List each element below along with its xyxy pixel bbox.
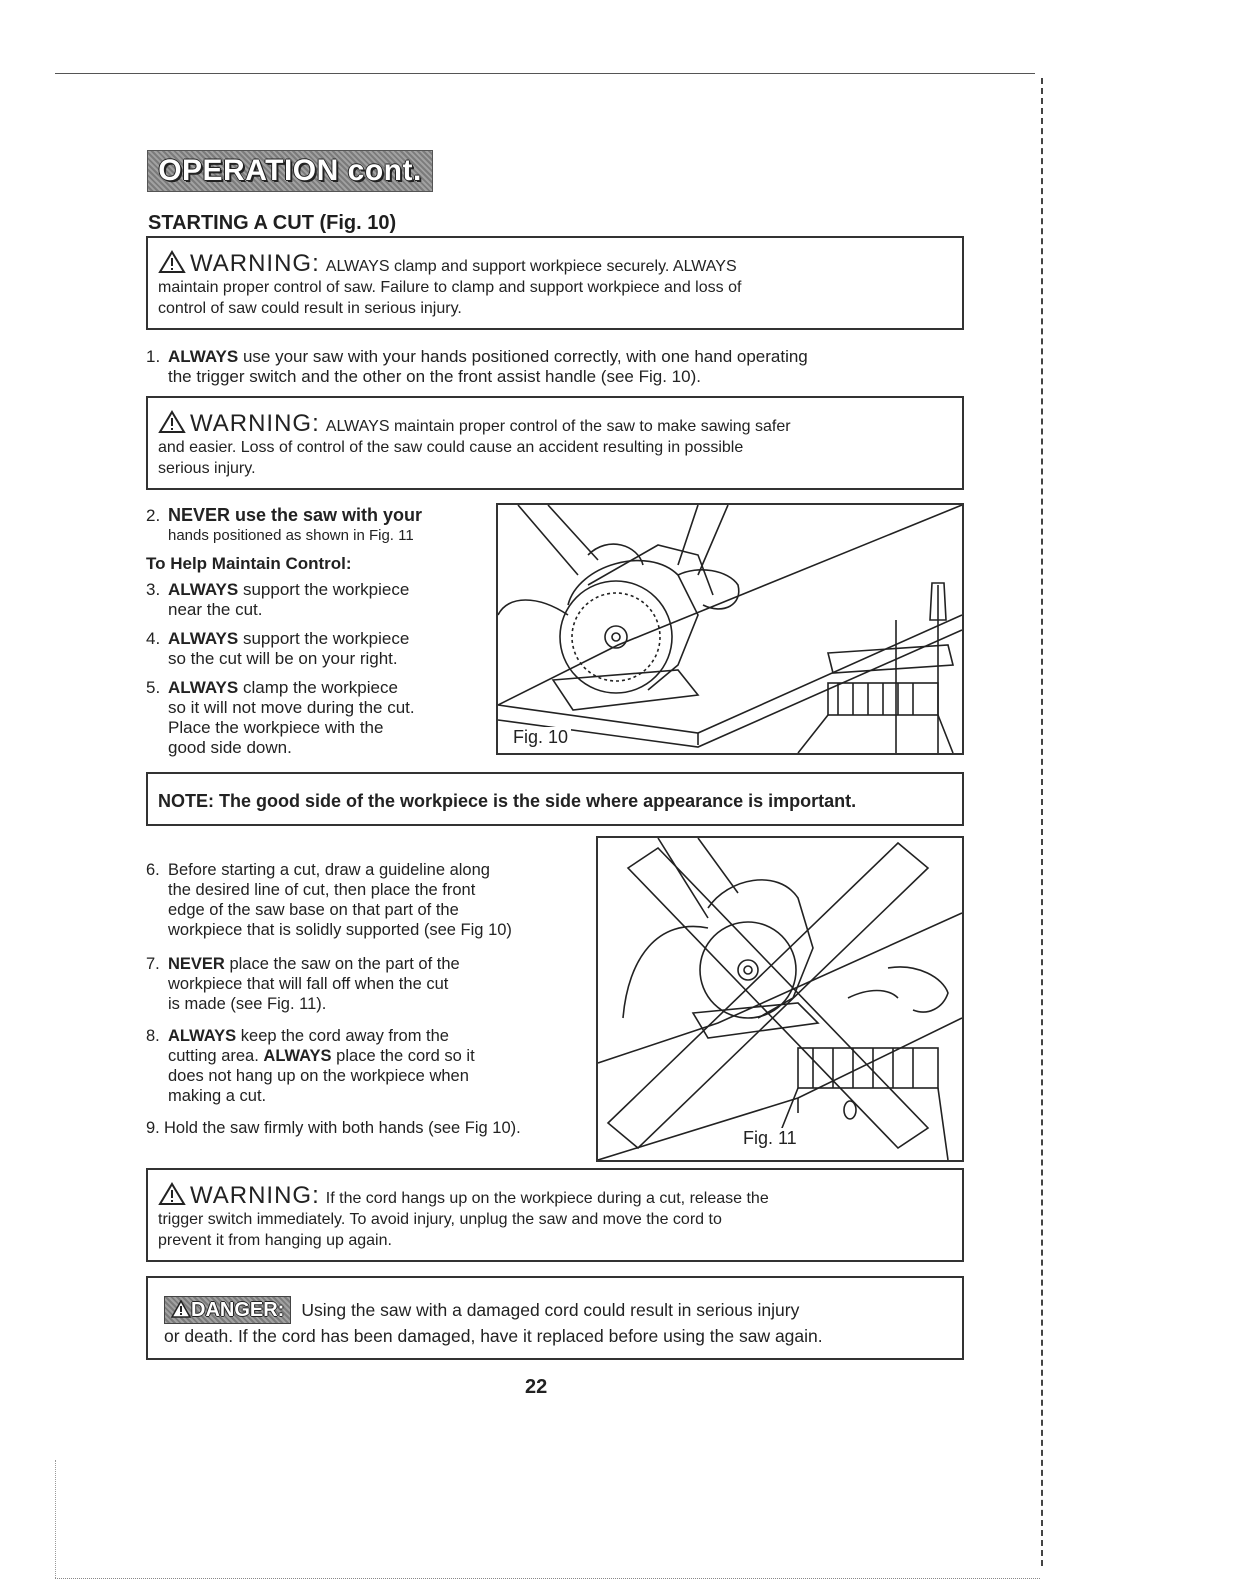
item-text: hands positioned as shown in Fig. 11	[168, 527, 414, 544]
item-text: place the cord so it	[336, 1047, 475, 1065]
page-frame-right	[1041, 78, 1043, 1566]
item-number: 4.	[146, 629, 161, 648]
page-number: 22	[525, 1376, 548, 1398]
section-banner-label: OPERATION cont.	[158, 154, 422, 187]
warning-text-line: maintain proper control of saw. Failure to clamp and support workpiece and loss of	[158, 279, 742, 296]
warning-label: WARNING:	[190, 410, 320, 437]
item-text: does not hang up on the workpiece when	[168, 1067, 469, 1085]
item-number: 9.	[146, 1119, 160, 1137]
item-text: support the workpiece	[242, 629, 410, 648]
emphasis: ALWAYS	[168, 580, 239, 599]
item-number: 6.	[146, 861, 160, 879]
section-heading: STARTING A CUT (Fig. 10)	[148, 212, 397, 234]
item-text: clamp the workpiece	[242, 678, 398, 697]
subheading-help-control: To Help Maintain Control:	[146, 554, 352, 573]
list-item-7	[146, 954, 586, 1014]
danger-badge	[164, 1296, 291, 1324]
item-text: keep the cord away from the	[240, 1027, 449, 1045]
warning-box-control	[146, 396, 964, 490]
danger-label: DANGER:	[191, 1299, 285, 1321]
list-item-3	[146, 580, 491, 620]
emphasis: ALWAYS	[168, 678, 239, 697]
emphasis: ALWAYS	[168, 1027, 237, 1045]
list-item-6	[146, 860, 586, 940]
item-text: near the cut.	[168, 600, 263, 619]
list-item-5	[146, 678, 491, 758]
emphasis: NEVER use the saw with your	[168, 505, 423, 525]
item-text: Place the workpiece with the	[168, 718, 384, 737]
item-text: place the saw on the part of the	[229, 955, 460, 973]
item-number: 2.	[146, 506, 161, 525]
circular-saw-illustration	[498, 505, 962, 753]
item-text: so the cut will be on your right.	[168, 649, 398, 668]
item-number: 1.	[146, 347, 161, 366]
item-number: 5.	[146, 678, 161, 697]
figure-11-label: Fig. 11	[740, 1128, 800, 1149]
danger-text-line: or death. If the cord has been damaged, have it replaced before using the saw again.	[164, 1326, 823, 1346]
note-box	[146, 772, 964, 826]
danger-text-line: Using the saw with a damaged cord could result in serious injury	[301, 1300, 800, 1320]
item-text: Hold the saw firmly with both hands (see Fig 10).	[164, 1119, 521, 1137]
warning-text-line: ALWAYS maintain proper control of the saw to make sawing safer	[325, 418, 791, 435]
item-text: use your saw with your hands positioned correctly, with one hand operating	[242, 347, 808, 366]
warning-text-line: control of saw could result in serious injury.	[158, 300, 462, 317]
warning-triangle-icon	[158, 1182, 186, 1206]
figure-11	[596, 836, 964, 1162]
page-frame-bottom	[55, 1578, 1040, 1579]
item-text: workpiece that will fall off when the cut	[168, 975, 449, 993]
warning-box-clamp	[146, 236, 964, 330]
warning-text-line: If the cord hangs up on the workpiece during a cut, release the	[325, 1190, 769, 1207]
list-item-2	[146, 505, 491, 546]
warning-text-line: prevent it from hanging up again.	[158, 1232, 392, 1249]
list-item-9	[146, 1118, 596, 1138]
warning-text-line: and easier. Loss of control of the saw could cause an accident resulting in possible	[158, 439, 744, 456]
list-item-8	[146, 1026, 586, 1106]
warning-triangle-icon	[158, 410, 186, 434]
item-text: making a cut.	[168, 1087, 267, 1105]
item-text: workpiece that is solidly supported (see Fig 10)	[168, 921, 512, 939]
incorrect-hand-position-illustration	[598, 838, 962, 1160]
emphasis: NEVER	[168, 955, 225, 973]
page-frame-top	[55, 73, 1035, 74]
warning-text-line: ALWAYS clamp and support workpiece securely. ALWAYS	[325, 258, 737, 275]
item-text: so it will not move during the cut.	[168, 698, 415, 717]
list-item-1	[146, 347, 956, 387]
figure-10-label: Fig. 10	[510, 727, 571, 748]
item-text: is made (see Fig. 11).	[168, 995, 327, 1013]
item-text: support the workpiece	[242, 580, 410, 599]
item-text: good side down.	[168, 738, 292, 757]
danger-box	[146, 1276, 964, 1360]
warning-text-line: trigger switch immediately. To avoid injury, unplug the saw and move the cord to	[158, 1211, 722, 1228]
item-number: 3.	[146, 580, 161, 599]
item-text: the desired line of cut, then place the front	[168, 881, 476, 899]
danger-triangle-icon	[171, 1300, 191, 1318]
item-text: cutting area.	[168, 1047, 259, 1065]
note-text: NOTE: The good side of the workpiece is the side where appearance is important.	[158, 791, 857, 811]
emphasis: ALWAYS	[168, 347, 239, 366]
item-text: Before starting a cut, draw a guideline along	[168, 861, 490, 879]
warning-text-line: serious injury.	[158, 460, 256, 477]
warning-label: WARNING:	[190, 250, 320, 277]
warning-label: WARNING:	[190, 1182, 320, 1209]
emphasis: ALWAYS	[168, 629, 239, 648]
item-number: 8.	[146, 1027, 160, 1045]
list-item-4	[146, 629, 491, 669]
figure-10	[496, 503, 964, 755]
page-frame-left	[55, 1460, 56, 1578]
warning-box-cord	[146, 1168, 964, 1262]
item-text: edge of the saw base on that part of the	[168, 901, 459, 919]
item-number: 7.	[146, 955, 160, 973]
section-banner	[147, 150, 433, 192]
emphasis: ALWAYS	[263, 1047, 332, 1065]
warning-triangle-icon	[158, 250, 186, 274]
item-text: the trigger switch and the other on the front assist handle (see Fig. 10).	[168, 367, 701, 386]
